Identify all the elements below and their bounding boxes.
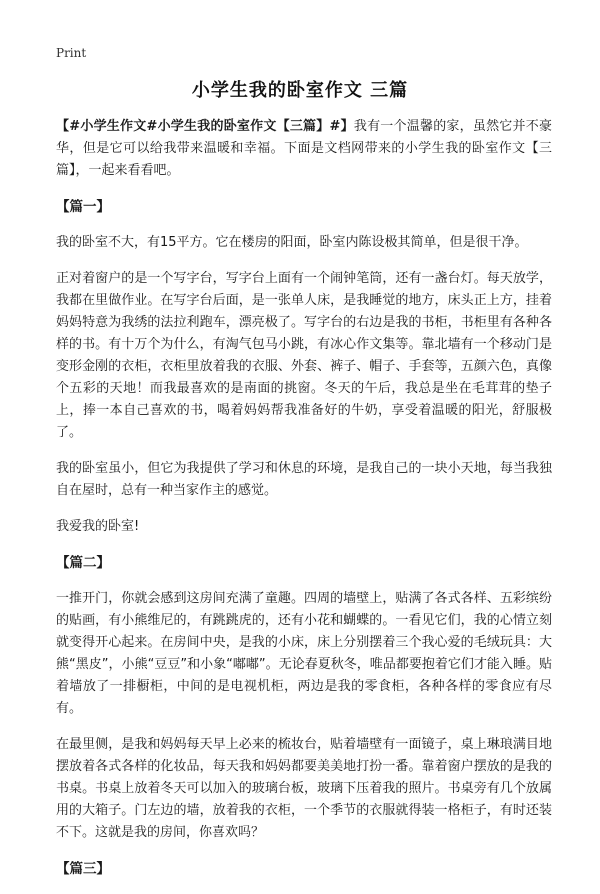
lead-text: 我有一个温馨的家，虽然它并不豪华，但是它可以给我带来温暖和幸福。下面是文档网带来的小学生我的卧室作文【三篇】，一起来看看吧。 <box>56 119 552 178</box>
paragraph: 在最里侧，是我和妈妈每天早上必来的梳妆台，贴着墙壁有一面镜子，桌上琳琅满目地摆放着各式各样的化妆品，每天我和妈妈都要美美地打扮一番。靠着窗户摆放的是我的书桌。书桌上放着冬天可以加入的玻璃台板，玻璃下压着我的照片。书桌旁有几个放属用的大箱子。门左边的墙，放着我的衣柜，一个季节的衣服就得装一格柜子，有时还装不下。这就是我的房间，你喜欢吗？ <box>56 737 552 840</box>
section-heading-2: 【篇二】 <box>56 555 110 571</box>
section-heading-3: 【篇三】 <box>56 861 110 877</box>
paragraph: 正对着窗户的是一个写字台，写字台上面有一个闹钟笔筒，还有一盏台灯。每天放学，我都在里做作业。在写字台后面，是一张单人床，是我睡觉的地方，床头正上方，挂着妈妈特意为我绣的法拉利跑车，漂亮极了。写字台的右边是我的书柜，书柜里有各种各样的书。有十万个为什么，有淘气包马小跳，有冰心作文集等。靠北墙有一个移动门是变形金刚的衣柜，衣柜里放着我的衣服、外套、裤子、帽子、手套等，五颜六色，真像个五彩的天地！而我最喜欢的是南面的挑窗。冬天的午后，我总是坐在毛茸茸的垫子上，捧一本自己喜欢的书，喝着妈妈帮我准备好的牛奶，享受着温暖的阳光，舒服极了。 <box>56 271 552 440</box>
document-body <box>56 116 552 894</box>
lead-tag: 【#小学生作文#小学生我的卧室作文【三篇】#】 <box>56 119 354 134</box>
paragraph: 我的卧室虽小，但它为我提供了学习和休息的环境，是我自己的一块小天地，每当我独自在屋时，总有一种当家作主的感觉。 <box>56 461 552 498</box>
document-title: 小学生我的卧室作文 三篇 <box>191 80 409 101</box>
paragraph: 一推开门，你就会感到这房间充满了童趣。四周的墙壁上，贴满了各式各样、五彩缤纷的贴画，有小熊维尼的，有跳跳虎的，还有小花和蝴蝶的。一看见它们，我的心情立刻就变得开心起来。在房间中央，是我的小床，床上分别摆着三个我心爱的毛绒玩具：大熊“黑皮”，小熊“豆豆”和小象“嘟嘟”。无论春夏秋冬，唯品都要抱着它们才能入睡。贴着墙放了一排橱柜，中间的是电视机柜，两边是我的零食柜，各种各样的零食应有尽有。 <box>56 591 552 716</box>
lead-paragraph <box>56 116 552 182</box>
paragraph: 我爱我的卧室! <box>56 519 140 534</box>
print-label: Print <box>56 46 87 60</box>
section-heading-1: 【篇一】 <box>56 199 110 215</box>
paragraph: 我的卧室不大，有15平方。它在楼房的阳面，卧室内陈设极其简单，但是很干净。 <box>56 235 528 250</box>
